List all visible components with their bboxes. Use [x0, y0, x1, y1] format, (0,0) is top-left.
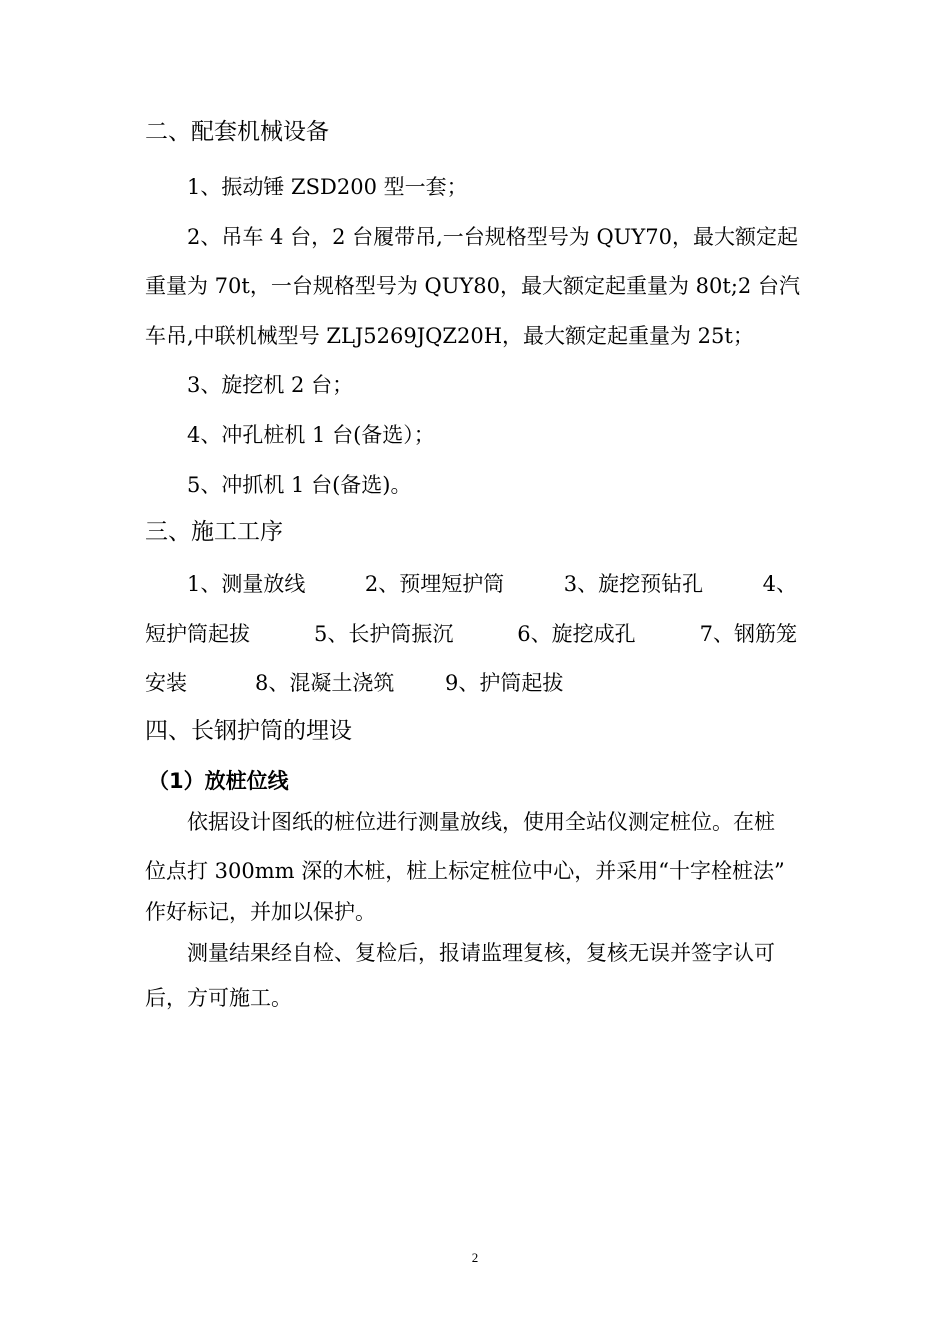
process-step: 4、 [762, 572, 797, 596]
process-step: 2、预埋短护筒 [364, 572, 505, 596]
equipment-item-5: 5、冲抓机 1 台(备选)。 [187, 473, 412, 497]
process-step: 安装 [145, 671, 187, 695]
equipment-item-2-line-3: 车吊,中联机械型号 ZLJ5269JQZ20H，最大额定起重量为 25t； [145, 324, 754, 348]
section-4-heading: 四、长钢护筒的埋设 [145, 718, 352, 744]
paragraph-1-line-1: 依据设计图纸的桩位进行测量放线，使用全站仪测定桩位。在桩 [187, 810, 775, 834]
equipment-item-2-line-2: 重量为 70t，一台规格型号为 QUY80，最大额定起重量为 80t;2 台汽 [145, 274, 800, 298]
process-step: 9、护筒起拔 [445, 671, 564, 695]
equipment-item-1: 1、振动锤 ZSD200 型一套； [187, 175, 468, 199]
process-step: 3、旋挖预钻孔 [563, 572, 704, 596]
process-step: 6、旋挖成孔 [517, 622, 636, 646]
paragraph-1-line-3: 作好标记，并加以保护。 [145, 900, 376, 924]
equipment-item-3: 3、旋挖机 2 台； [187, 373, 354, 397]
paragraph-2-line-1: 测量结果经自检、复检后，报请监理复核，复核无误并签字认可 [187, 941, 775, 965]
equipment-item-2-line-1: 2、吊车 4 台，2 台履带吊,一台规格型号为 QUY70，最大额定起 [187, 225, 798, 249]
process-steps-row-2 [145, 619, 797, 649]
paragraph-1-line-2: 位点打 300mm 深的木桩，桩上标定桩位中心，并采用“十字栓桩法” [145, 859, 785, 883]
page-number: 2 [471, 1250, 479, 1265]
process-steps-row-1 [187, 569, 797, 599]
process-step: 8、混凝土浇筑 [255, 671, 395, 695]
paragraph-2-line-2: 后，方可施工。 [145, 986, 292, 1010]
section-3-heading: 三、施工工序 [145, 519, 283, 545]
process-step: 5、长护筒振沉 [313, 622, 454, 646]
section-2-heading: 二、配套机械设备 [145, 119, 329, 145]
process-step: 短护筒起拔 [145, 622, 250, 646]
process-step: 7、钢筋笼 [699, 622, 797, 646]
process-step: 1、测量放线 [187, 572, 306, 596]
subsection-heading: （1）放桩位线 [148, 769, 289, 793]
equipment-item-4: 4、冲孔桩机 1 台(备选）； [187, 423, 435, 447]
process-steps-row-3 [145, 668, 805, 698]
